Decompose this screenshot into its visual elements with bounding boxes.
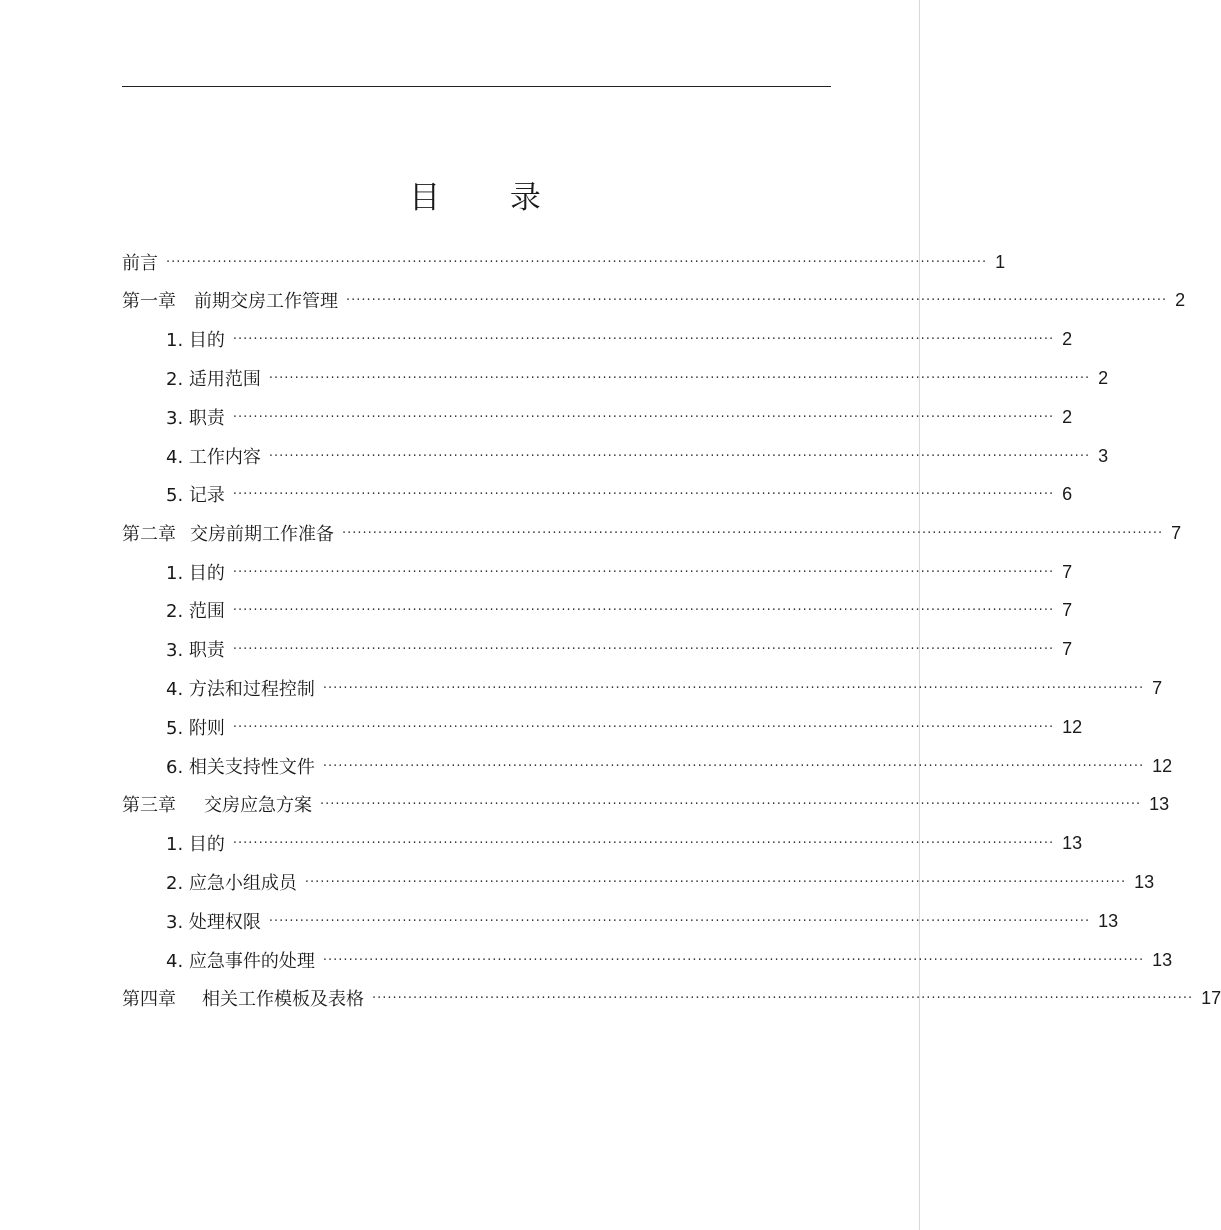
dot-leader: ································································································································································ (372, 990, 1194, 1006)
dot-leader: ································································································································································ (268, 448, 1091, 464)
toc-entry[interactable] (122, 902, 1119, 940)
dot-leader: ································································································································································ (232, 719, 1055, 735)
toc-entry-page: 17 (1201, 987, 1221, 1008)
toc-entry[interactable] (122, 398, 1073, 436)
toc-chapter-number: 第一章 (122, 291, 176, 312)
toc-entry[interactable] (122, 359, 1109, 397)
toc-entry[interactable] (122, 243, 1006, 281)
toc-entry-page: 12 (1062, 716, 1083, 737)
toc-entry-page: 2 (1062, 328, 1073, 349)
toc-entry[interactable] (122, 591, 1073, 629)
toc-entry[interactable] (122, 630, 1073, 668)
toc-entry-label: 4. 方法和过程控制 (166, 679, 315, 700)
toc-entry-label: 4. 应急事件的处理 (166, 951, 315, 972)
header-rule (122, 86, 831, 87)
toc-entry-label: 2. 适用范围 (166, 369, 261, 390)
dot-leader: ································································································································································ (232, 409, 1055, 425)
toc-entry-label: 5. 附则 (166, 718, 225, 739)
toc-entry-label: 2. 应急小组成员 (166, 873, 297, 894)
dot-leader: ································································································································································ (232, 486, 1055, 502)
dot-leader: ································································································································································ (268, 913, 1091, 929)
dot-leader: ································································································································································ (320, 796, 1142, 812)
toc-entry-label: 3. 处理权限 (166, 912, 261, 933)
toc-entry-page: 7 (1171, 522, 1182, 543)
toc-entry-page: 13 (1062, 832, 1083, 853)
toc-entry-label: 3. 职责 (166, 408, 225, 429)
toc-entry-label: 3. 职责 (166, 640, 225, 661)
dot-leader: ································································································································································ (232, 331, 1055, 347)
toc-entry-page: 7 (1062, 599, 1073, 620)
toc-entry-page: 2 (1175, 289, 1186, 310)
toc-entry-label: 5. 记录 (166, 485, 225, 506)
toc-entry[interactable] (122, 475, 1073, 513)
toc-entry-page: 7 (1062, 638, 1073, 659)
dot-leader: ································································································································································ (232, 602, 1055, 618)
toc-chapter-number: 第二章 (122, 524, 176, 545)
dot-leader: ································································································································································ (346, 292, 1168, 308)
dot-leader: ································································································································································ (232, 641, 1055, 657)
toc-entry-page: 7 (1152, 677, 1163, 698)
dot-leader: ································································································································································ (166, 254, 988, 270)
toc-entry[interactable] (122, 824, 1083, 862)
toc-entry-page: 13 (1134, 871, 1155, 892)
dot-leader: ································································································································································ (232, 835, 1055, 851)
toc-entry-page: 12 (1152, 755, 1173, 776)
toc-entry-page: 2 (1098, 367, 1109, 388)
toc-entry[interactable] (122, 979, 1221, 1017)
toc-entry-label: 6. 相关支持性文件 (166, 757, 315, 778)
toc-chapter-title: 相关工作模板及表格 (202, 989, 364, 1010)
toc-title: 目 录 (409, 180, 571, 216)
toc-entry[interactable] (122, 747, 1173, 785)
toc-entry[interactable] (122, 514, 1182, 552)
toc-entry[interactable] (122, 863, 1155, 901)
dot-leader: ································································································································································ (268, 370, 1091, 386)
toc-chapter-number: 第三章 (122, 795, 176, 816)
toc-entry-page: 1 (995, 251, 1006, 272)
toc-entry-label: 前言 (122, 253, 158, 274)
toc-entry-page: 13 (1098, 910, 1119, 931)
toc-entry[interactable] (122, 708, 1083, 746)
dot-leader: ································································································································································ (322, 758, 1145, 774)
toc-entry-page: 7 (1062, 561, 1073, 582)
toc-entry-page: 2 (1062, 406, 1073, 427)
dot-leader: ································································································································································ (322, 952, 1145, 968)
dot-leader: ································································································································································ (322, 680, 1145, 696)
toc-entry[interactable] (122, 941, 1173, 979)
toc-entry-page: 13 (1149, 793, 1170, 814)
toc-entry-label: 1. 目的 (166, 834, 225, 855)
toc-chapter-title: 前期交房工作管理 (194, 291, 338, 312)
toc-entry-label: 4. 工作内容 (166, 447, 261, 468)
toc-entry-label: 1. 目的 (166, 563, 225, 584)
toc-entry-page: 6 (1062, 483, 1073, 504)
toc-entry-label: 2. 范围 (166, 601, 225, 622)
toc-entry-page: 13 (1152, 949, 1173, 970)
toc-entry[interactable] (122, 320, 1073, 358)
toc-entry[interactable] (122, 669, 1163, 707)
dot-leader: ································································································································································ (232, 564, 1055, 580)
toc-chapter-title: 交房前期工作准备 (190, 524, 334, 545)
toc-chapter-number: 第四章 (122, 989, 176, 1010)
dot-leader: ································································································································································ (342, 525, 1164, 541)
toc-entry[interactable] (122, 785, 1170, 823)
dot-leader: ································································································································································ (304, 874, 1127, 890)
toc-entry[interactable] (122, 437, 1109, 475)
toc-entry[interactable] (122, 553, 1073, 591)
toc-entry[interactable] (122, 281, 1186, 319)
toc-entry-label: 1. 目的 (166, 330, 225, 351)
toc-chapter-title: 交房应急方案 (204, 795, 312, 816)
toc-entry-page: 3 (1098, 445, 1109, 466)
